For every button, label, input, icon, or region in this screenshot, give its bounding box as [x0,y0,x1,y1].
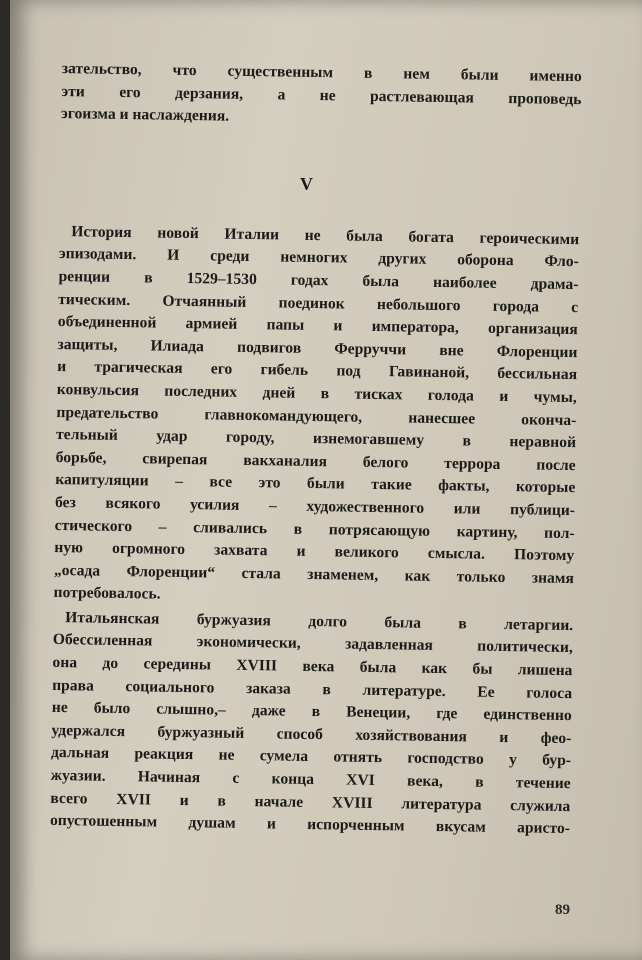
text-line: всего XVII и в начале XVIII литература служила [50,789,571,815]
text-line: она до середины XVIII века была как бы лишена [52,653,573,680]
paragraph-2 [50,607,573,841]
book-page [10,0,642,960]
text-line: История новой Италии не была богата героическими [71,222,580,248]
text-line: капитуляции – все это были такие факты, которые [55,471,576,497]
text-line: Обессиленная экономически, задавленная политически, [52,631,573,657]
text-line: тическим. Отчаянный поединок небольшого города с [58,290,579,316]
text-line: защиты, Илиада подвигов Ферруччи вне Флоренции [57,335,578,361]
text-line: права социального заказа в литературе. Ее голоса [52,676,573,702]
text-line: объединенной армией папы и императора, организация [57,313,578,339]
chapter-number: V [300,174,313,194]
text-line: тельный удар городу, изнемогавшему в неравной [55,426,577,452]
text-line: предательство главнокомандующего, нанесшее оконча- [56,403,577,429]
text-line: дальная реакция не сумела отнять господство у бур- [50,744,572,770]
text-line: без всякого усилия – художественного или публици- [54,493,576,520]
text-line: ренции в 1529–1530 годах была наиболее драма- [58,267,579,294]
text-line: удержался буржуазный способ хозяйствования и фео- [51,721,572,747]
text-line: эпизодами. И среди немногих других оборона Фло- [58,245,579,271]
text-line: эти его дерзания, а не растлевающая проповедь [61,82,582,108]
text-line: Итальянская буржуазия долго была в летаргии. [65,608,574,634]
text-line: „осада Флоренции“ стала знаменем, как только знамя [53,561,575,587]
text-line: стического – сливались в потрясающую картину, пол- [54,516,575,542]
text-line: эгоизма и наслаждения. [60,105,230,125]
paragraph-1 [53,221,579,613]
text-line: жуазии. Начиная с конца XVI века, в течение [50,766,571,793]
text-line: и трагическая его гибель под Гавинаной, бессильная [57,358,578,384]
top-fragment [61,58,582,134]
text-line: борьбе, свирепая вакханалия белого террора после [55,448,576,474]
text-line: потребовалось. [53,584,161,603]
text-line: конвульсия последних дней в тисках голода и чумы, [56,380,577,407]
text-line: зательство, что существенным в нем были именно [61,59,582,86]
page-text [50,58,582,841]
text-line: опустошенным душам и испорченным вкусам аристо- [49,812,571,838]
text-line: не было слышно,– даже в Венеции, где единственно [51,699,572,725]
page-number: 89 [555,902,570,918]
text-line: ную огромного захвата и великого смысла. Поэтому [54,539,575,565]
